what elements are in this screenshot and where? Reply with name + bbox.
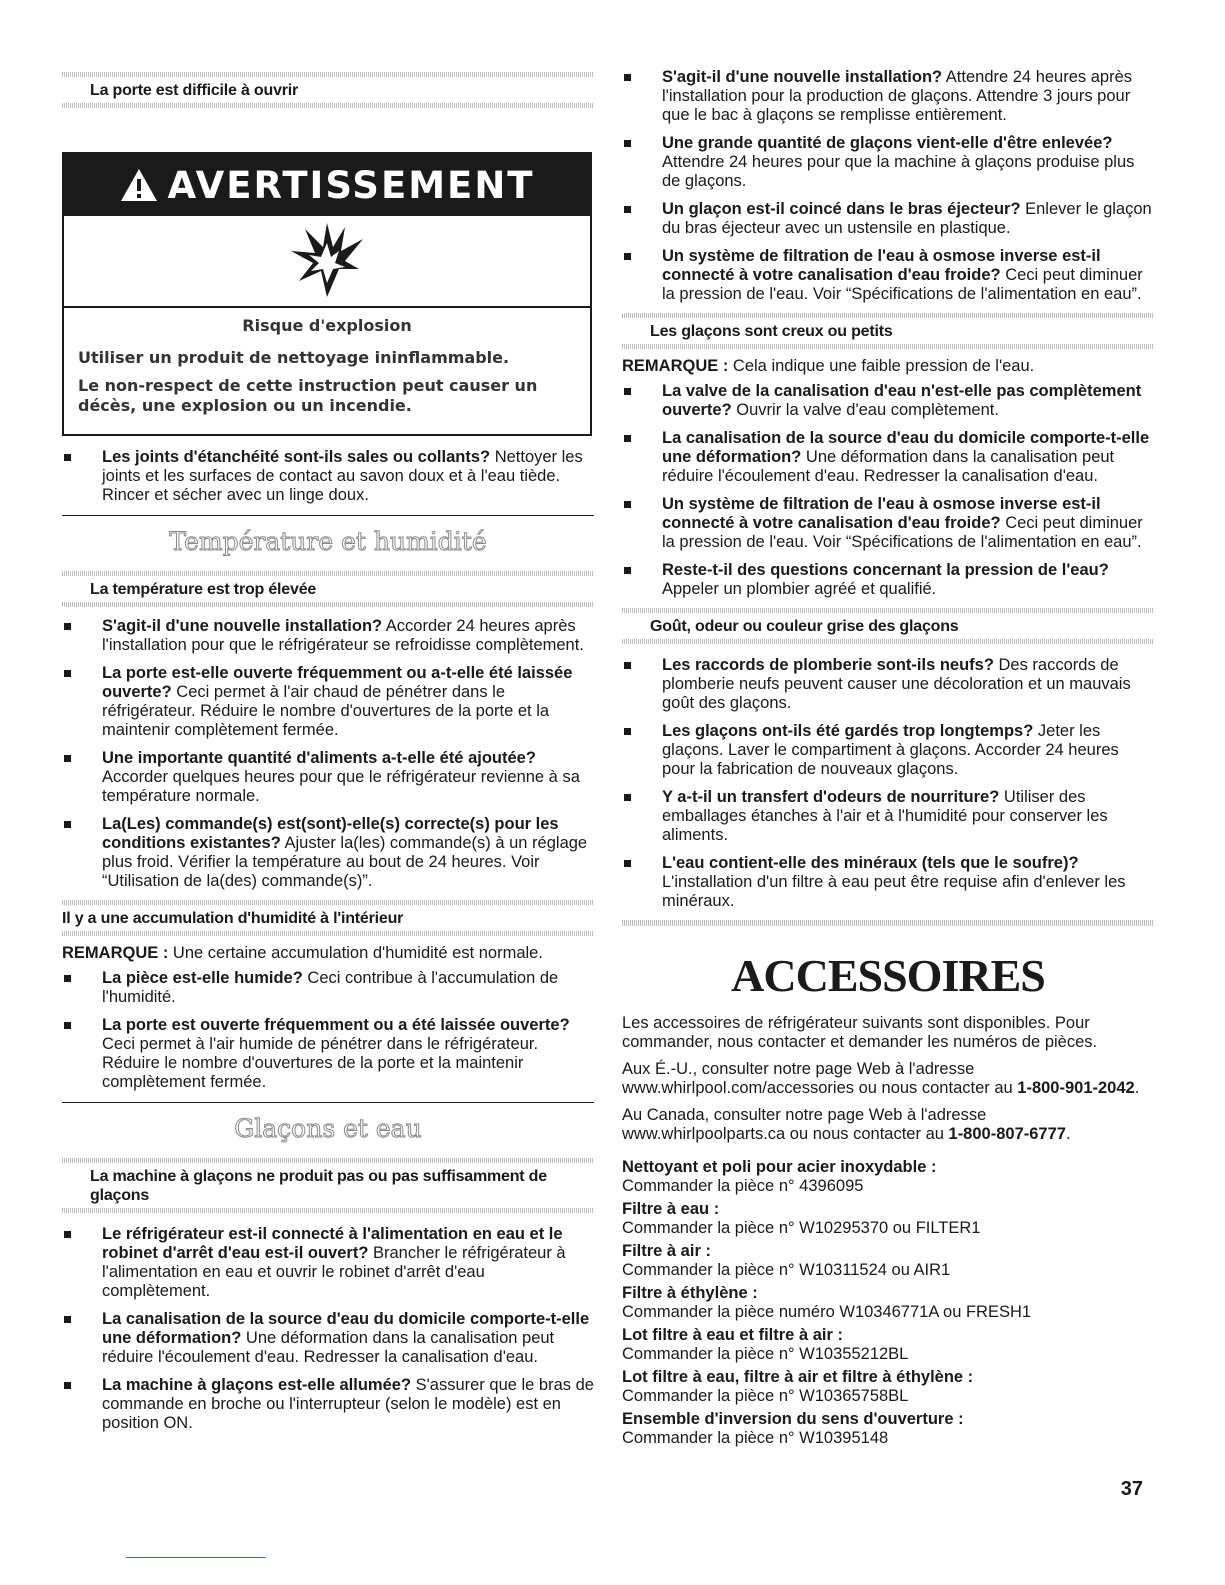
accessories-title: ACCESSOIRES bbox=[731, 950, 1045, 1001]
list-item: La porte est-elle ouverte fréquemment ou a-t-elle été laissée ouverte? Ceci permet à l'air chaud de pénétrer dans le réfrigérateur. Réduire le nombre d'ouvertures de la porte et la maintenir complètement fermée. bbox=[62, 664, 594, 740]
list-item: Le réfrigérateur est-il connecté à l'alimentation en eau et le robinet d'arrêt d'eau est-il ouvert? Brancher le réfrigérateur à l'alimentation en eau et ouvrir le robinet d'arrêt d'eau complètement. bbox=[62, 1225, 594, 1301]
temp-subhead: La température est trop élevée bbox=[62, 571, 594, 607]
list-item: Un système de filtration de l'eau à osmose inverse est-il connecté à votre canalisation d'eau froide? Ceci peut diminuer la pression de l'eau. Voir “Spécifications de l'alimentation en eau”. bbox=[622, 495, 1154, 552]
list-item: La canalisation de la source d'eau du domicile comporte-t-elle une déformation? Une déformation dans la canalisation peut réduire l'écoulement d'eau. Redresser la canalisation d'eau. bbox=[62, 1310, 594, 1367]
humid-list bbox=[62, 969, 594, 1092]
door-list bbox=[62, 448, 594, 505]
canada-phone: 1-800-807-6777 bbox=[948, 1125, 1066, 1143]
list-item: Y a-t-il un transfert d'odeurs de nourriture? Utiliser des emballages étanches à l'air et à l'humidité pour conserver les aliments. bbox=[622, 788, 1154, 845]
list-item: Une importante quantité d'aliments a-t-elle été ajoutée? Accorder quelques heures pour que le réfrigérateur revienne à sa température normale. bbox=[62, 749, 594, 806]
accessory-item: Lot filtre à eau et filtre à air : Commander la pièce n° W10355212BL bbox=[622, 1326, 909, 1363]
list-item: La pièce est-elle humide? Ceci contribue à l'accumulation de l'humidité. bbox=[62, 969, 594, 1007]
accessories-canada: Au Canada, consulter notre page Web à l'adresse www.whirlpoolparts.ca ou nous contacter au 1-800-807-6777. bbox=[622, 1106, 1071, 1143]
section-divider bbox=[62, 515, 594, 516]
humid-note: REMARQUE : Une certaine accumulation d'humidité est normale. bbox=[62, 944, 543, 962]
warning-triangle-icon bbox=[119, 167, 159, 203]
ice-subhead: La machine à glaçons ne produit pas ou pas suffisamment de glaçons bbox=[62, 1158, 594, 1213]
ice-list-continued bbox=[622, 68, 1154, 304]
taste-subhead: Goût, odeur ou couleur grise des glaçons bbox=[622, 608, 1154, 644]
accessory-item: Nettoyant et poli pour acier inoxydable : Commander la pièce n° 4396095 bbox=[622, 1158, 937, 1195]
list-item: L'eau contient-elle des minéraux (tels que le soufre)? L'installation d'un filtre à eau peut être requise afin d'enlever les minéraux. bbox=[622, 854, 1154, 911]
accessory-item: Ensemble d'inversion du sens d'ouverture : Commander la pièce n° W10395148 bbox=[622, 1410, 964, 1447]
warning-risk: Risque d'explosion bbox=[242, 316, 412, 335]
accessory-item: Filtre à éthylène : Commander la pièce numéro W10346771A ou FRESH1 bbox=[622, 1284, 1032, 1321]
temp-list bbox=[62, 617, 594, 891]
list-item: La valve de la canalisation d'eau n'est-elle pas complètement ouverte? Ouvrir la valve d'eau complètement. bbox=[622, 382, 1154, 420]
list-item: La machine à glaçons est-elle allumée? S'assurer que le bras de commande en broche ou l'interrupteur (selon le modèle) est en position ON. bbox=[62, 1376, 594, 1433]
footer-line bbox=[126, 1557, 266, 1558]
temp-section-title: Température et humidité bbox=[169, 527, 487, 556]
page-number: 37 bbox=[1120, 1478, 1143, 1500]
accessories-us: Aux É.-U., consulter notre page Web à l'adresse www.whirlpool.com/accessories ou nous contacter au 1-800-901-2042. bbox=[622, 1060, 1140, 1097]
humid-subhead: Il y a une accumulation d'humidité à l'intérieur bbox=[62, 900, 594, 936]
warning-heading: AVERTISSEMENT bbox=[167, 163, 535, 207]
hollow-list bbox=[622, 382, 1154, 599]
ice-list bbox=[62, 1225, 594, 1433]
section-divider bbox=[622, 920, 1154, 926]
list-item: Une grande quantité de glaçons vient-elle d'être enlevée? Attendre 24 heures pour que la machine à glaçons produise plus de glaçons. bbox=[622, 134, 1154, 191]
list-item: La porte est ouverte fréquemment ou a été laissée ouverte? Ceci permet à l'air humide de pénétrer dans le réfrigérateur. Réduire le nombre d'ouvertures de la porte et la maintenir complètement fermée. bbox=[62, 1016, 594, 1092]
list-item: La(Les) commande(s) est(sont)-elle(s) correcte(s) pour les conditions existantes? Ajuster la(les) commande(s) à un réglage plus froid. Vérifier la température au bout de 24 heures. Voir “Utilisation de la(des) commande(s)”. bbox=[62, 815, 594, 891]
us-phone: 1-800-901-2042 bbox=[1017, 1079, 1135, 1097]
accessories-intro: Les accessoires de réfrigérateur suivants sont disponibles. Pour commander, nous contacter et demander les numéros de pièces. bbox=[622, 1014, 1098, 1051]
list-item: Les joints d'étanchéité sont-ils sales ou collants? Nettoyer les joints et les surfaces de contact au savon doux et à l'eau tiède. Rincer et sécher avec un linge doux. bbox=[62, 448, 594, 505]
accessory-item: Filtre à air : Commander la pièce n° W10311524 ou AIR1 bbox=[622, 1242, 951, 1279]
list-item: Les raccords de plomberie sont-ils neufs? Des raccords de plomberie neufs peuvent causer une décoloration et un mauvais goût des glaçons. bbox=[622, 656, 1154, 713]
list-item: Un glaçon est-il coincé dans le bras éjecteur? Enlever le glaçon du bras éjecteur avec un ustensile en plastique. bbox=[622, 200, 1154, 238]
left-column bbox=[62, 0, 594, 1442]
ice-section-title: Glaçons et eau bbox=[234, 1114, 422, 1143]
door-subhead: La porte est difficile à ouvrir bbox=[62, 72, 594, 108]
hollow-subhead: Les glaçons sont creux ou petits bbox=[622, 313, 1154, 349]
warning-header bbox=[64, 154, 590, 216]
taste-list bbox=[622, 656, 1154, 911]
explosion-icon bbox=[64, 216, 590, 308]
list-item: Les glaçons ont-ils été gardés trop longtemps? Jeter les glaçons. Laver le compartiment à glaçons. Accorder 24 heures pour la fabrication de nouveaux glaçons. bbox=[622, 722, 1154, 779]
list-item: Reste-t-il des questions concernant la pression de l'eau? Appeler un plombier agréé et qualifié. bbox=[622, 561, 1154, 599]
section-divider bbox=[62, 1102, 594, 1103]
list-item: S'agit-il d'une nouvelle installation? Attendre 24 heures après l'installation pour la production de glaçons. Attendre 3 jours pour que le bac à glaçons se remplisse entièrement. bbox=[622, 68, 1154, 125]
list-item: Un système de filtration de l'eau à osmose inverse est-il connecté à votre canalisation d'eau froide? Ceci peut diminuer la pression de l'eau. Voir “Spécifications de l'alimentation en eau”. bbox=[622, 247, 1154, 304]
warning-body bbox=[64, 308, 590, 434]
list-item: S'agit-il d'une nouvelle installation? Accorder 24 heures après l'installation pour que le réfrigérateur se refroidisse complètement. bbox=[62, 617, 594, 655]
warning-box bbox=[62, 152, 592, 436]
warning-line-1: Utiliser un produit de nettoyage ininflammable. bbox=[78, 348, 510, 367]
accessory-item: Lot filtre à eau, filtre à air et filtre à éthylène : Commander la pièce n° W10365758BL bbox=[622, 1368, 974, 1405]
accessory-item: Filtre à eau : Commander la pièce n° W10295370 ou FILTER1 bbox=[622, 1200, 981, 1237]
right-column bbox=[622, 0, 1154, 1452]
warning-line-2: Le non-respect de cette instruction peut causer un décès, une explosion ou un incendie. bbox=[78, 376, 538, 415]
list-item: La canalisation de la source d'eau du domicile comporte-t-elle une déformation? Une déformation dans la canalisation peut réduire l'écoulement d'eau. Redresser la canalisation d'eau. bbox=[622, 429, 1154, 486]
hollow-note: REMARQUE : Cela indique une faible pression de l'eau. bbox=[622, 357, 1035, 375]
